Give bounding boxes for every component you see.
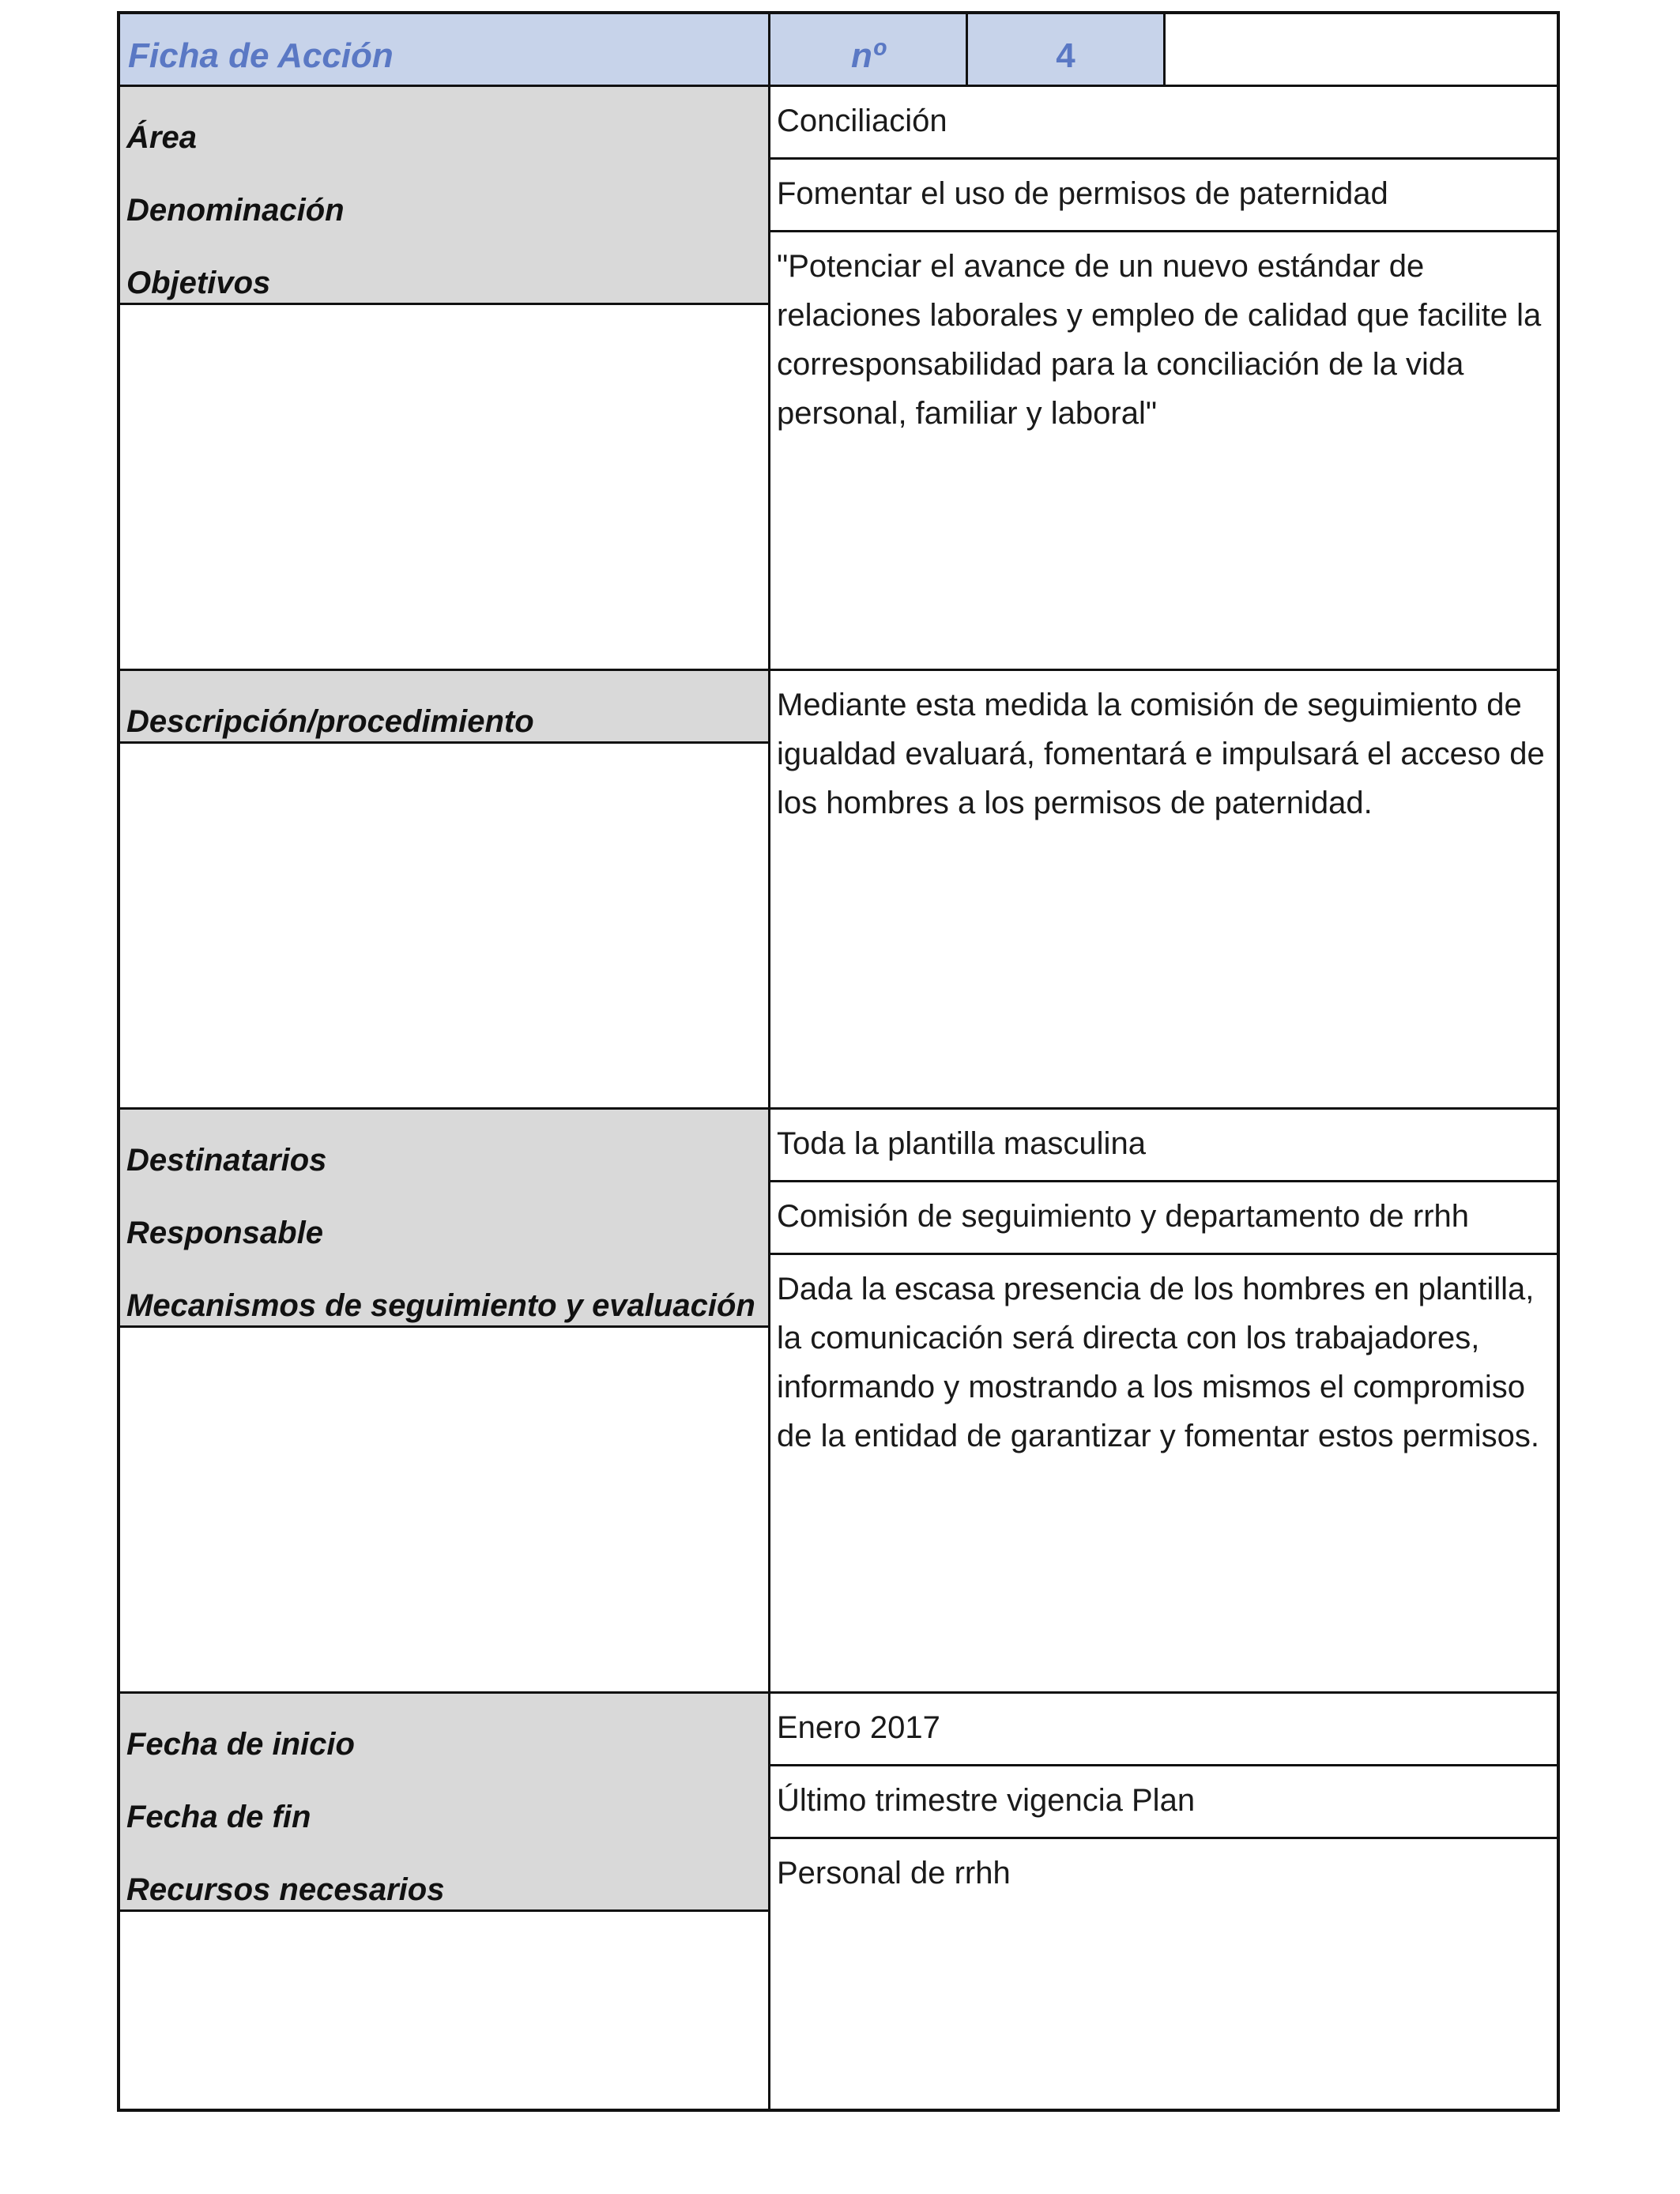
row-responsable-label-cell xyxy=(120,1182,770,1255)
row-responsable-value: Comisión de seguimiento y departamento de rrhh xyxy=(770,1182,1557,1255)
header-empty-cell xyxy=(1166,14,1557,87)
number-label: nº xyxy=(770,14,968,87)
row-objetivos-value: "Potenciar el avance de un nuevo estándar de relaciones laborales y empleo de calidad que facilite la corresponsabilidad para la conciliación de la vida personal, familiar y laboral" xyxy=(770,232,1557,671)
row-area-value: Conciliación xyxy=(770,87,1557,160)
row-denominacion-value: Fomentar el uso de permisos de paternidad xyxy=(770,160,1557,232)
row-fecha-fin-label-cell xyxy=(120,1766,770,1839)
row-recursos-value: Personal de rrhh xyxy=(777,1856,1011,1891)
row-label: Responsable xyxy=(120,1182,768,1255)
action-sheet xyxy=(117,11,1560,2112)
row-fecha-inicio-label-cell xyxy=(120,1694,770,1766)
row-mecanismos-value: Dada la escasa presencia de los hombres en plantilla, la comunicación será directa con los trabajadores, informando y mostrando a los mismos el compromiso de la entidad de garantizar y fomentar estos permisos. xyxy=(770,1255,1557,1694)
row-denominacion-label-cell xyxy=(120,160,770,232)
row-destinatarios-label-cell xyxy=(120,1110,770,1182)
row-area-label-cell xyxy=(120,87,770,160)
row-label: Destinatarios xyxy=(120,1110,768,1182)
row-descripcion-value: Mediante esta medida la comisión de seguimiento de igualdad evaluará, fomentará e impulsará el acceso de los hombres a los permisos de paternidad. xyxy=(770,671,1557,1110)
row-mecanismos-label-cell xyxy=(120,1255,770,1694)
row-label: Denominación xyxy=(120,160,768,232)
row-label: Área xyxy=(120,87,768,160)
row-label: Objetivos xyxy=(120,232,768,305)
row-fecha-fin-value: Último trimestre vigencia Plan xyxy=(770,1766,1557,1839)
row-label: Fecha de fin xyxy=(120,1766,768,1839)
row-recursos-label-cell xyxy=(120,1839,770,2109)
row-label: Fecha de inicio xyxy=(120,1694,768,1766)
row-objetivos-label-cell xyxy=(120,232,770,671)
sheet-title: Ficha de Acción xyxy=(120,14,770,87)
row-destinatarios-value: Toda la plantilla masculina xyxy=(770,1110,1557,1182)
number-value: 4 xyxy=(968,14,1166,87)
row-fecha-inicio-value: Enero 2017 xyxy=(770,1694,1557,1766)
row-label: Descripción/procedimiento xyxy=(120,671,768,744)
row-descripcion-label-cell xyxy=(120,671,770,1110)
row-label: Recursos necesarios xyxy=(120,1839,768,1912)
row-label: Mecanismos de seguimiento y evaluación xyxy=(120,1255,768,1328)
